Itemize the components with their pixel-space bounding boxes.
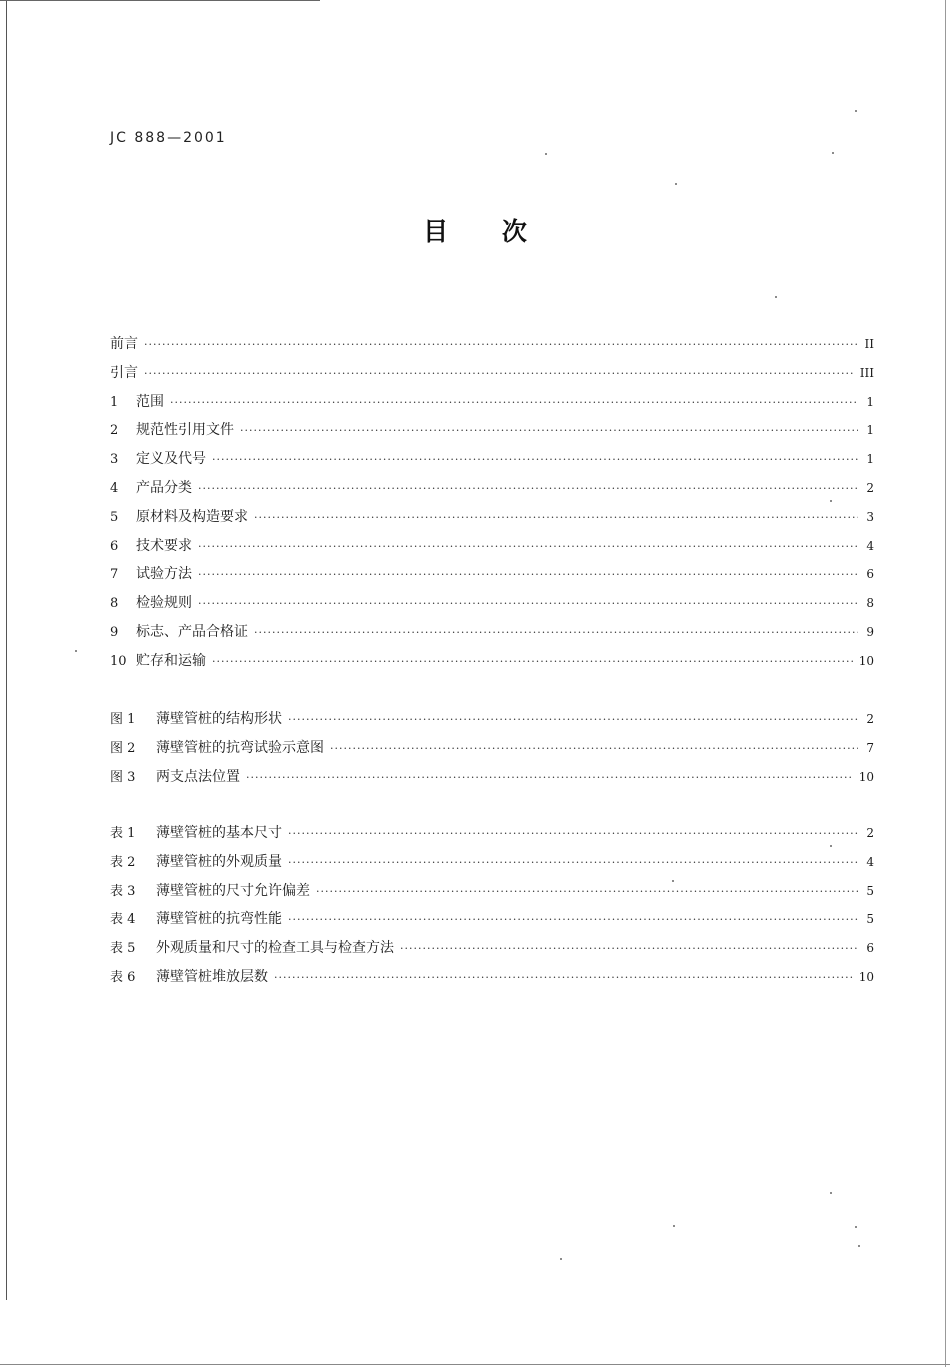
scan-edge-right [945, 0, 946, 1367]
toc-entry-materials[interactable] [110, 506, 874, 535]
toc-entry-number: 5 [110, 509, 119, 525]
toc-entry-introduction[interactable] [110, 362, 874, 391]
scan-speck [675, 183, 677, 185]
toc-entry-label: 薄壁管桩的结构形状 [156, 711, 282, 727]
scan-speck [830, 1192, 832, 1194]
toc-leader-dots [198, 568, 858, 581]
toc-page-number: 6 [866, 941, 874, 956]
toc-page-number: 7 [866, 740, 874, 755]
toc-leader-dots [400, 942, 858, 955]
toc-leader-dots [288, 913, 858, 926]
toc-entry-label: 前言 [110, 336, 138, 352]
toc-entry-label: 检验规则 [136, 595, 192, 612]
toc-entry-foreword[interactable] [110, 333, 874, 362]
toc-entry-label: 引言 [110, 364, 138, 381]
toc-leader-dots [330, 742, 858, 755]
toc-page-number: 1 [866, 394, 874, 409]
toc-page-number: 2 [866, 826, 874, 840]
toc-entry-number: 表 2 [110, 854, 136, 870]
toc-page-number: II [864, 337, 874, 351]
toc-entry-number: 7 [110, 567, 119, 583]
scan-speck [832, 152, 834, 154]
toc-page-number: 6 [866, 567, 874, 582]
toc-figures [110, 708, 874, 794]
toc-entry-number: 3 [110, 452, 119, 468]
toc-page-number: 3 [866, 509, 874, 524]
toc-entry-normative-references[interactable] [110, 419, 874, 448]
toc-page-number: 4 [866, 854, 874, 869]
toc-leader-dots [274, 971, 853, 984]
toc-entry-label: 试验方法 [136, 566, 192, 583]
toc-entry-table-4[interactable] [110, 908, 874, 937]
toc-page-number: 1 [866, 452, 874, 467]
toc-entry-label: 薄壁管桩的基本尺寸 [156, 825, 282, 841]
toc-entry-requirements[interactable] [110, 535, 874, 564]
toc-entry-number: 6 [110, 538, 119, 554]
toc-entry-figure-2[interactable] [110, 737, 874, 766]
toc-entry-label: 薄壁管桩的抗弯试验示意图 [156, 739, 324, 756]
toc-leader-dots [288, 856, 858, 869]
toc-leader-dots [170, 396, 858, 409]
toc-leader-dots [198, 482, 858, 495]
toc-entry-label: 产品分类 [136, 479, 192, 496]
toc-entry-number: 表 5 [110, 941, 136, 957]
toc-page-number: 5 [866, 883, 874, 898]
scan-speck [855, 110, 857, 112]
toc-page-number: 10 [858, 653, 874, 668]
toc-leader-dots [144, 367, 854, 380]
toc-entry-label: 两支点法位置 [156, 768, 240, 785]
toc-entry-label: 薄壁管桩的抗弯性能 [156, 911, 282, 928]
toc-entry-label: 贮存和运输 [136, 652, 206, 669]
toc-tables [110, 822, 874, 995]
toc-entry-test-methods[interactable] [110, 563, 874, 592]
toc-leader-dots [246, 771, 853, 784]
toc-entry-marking-certificate[interactable] [110, 621, 874, 650]
toc-entry-number: 8 [110, 596, 119, 612]
toc-leader-dots [288, 713, 858, 726]
standard-code: JC 888—2001 [110, 130, 227, 146]
toc-entry-number: 图 2 [110, 740, 136, 756]
toc-entry-inspection-rules[interactable] [110, 592, 874, 621]
toc-entry-table-2[interactable] [110, 851, 874, 880]
scan-speck [545, 153, 547, 155]
toc-entry-label: 薄壁管桩的尺寸允许偏差 [156, 882, 310, 899]
toc-entry-label: 规范性引用文件 [136, 422, 234, 439]
toc-page-number: 9 [866, 624, 874, 639]
toc-page-number: 8 [866, 596, 874, 611]
toc-entry-number: 表 4 [110, 912, 136, 928]
toc-entry-number: 表 6 [110, 969, 136, 985]
toc-leader-dots [212, 453, 858, 466]
toc-entry-label: 标志、产品合格证 [136, 623, 248, 640]
toc-entry-label: 薄壁管桩的外观质量 [156, 853, 282, 870]
toc-entry-label: 定义及代号 [136, 451, 206, 468]
toc-page-number: 10 [858, 969, 874, 984]
scan-speck [855, 1226, 857, 1228]
toc-page-number: 4 [866, 538, 874, 553]
toc-entry-label: 薄壁管桩堆放层数 [156, 968, 268, 985]
scan-speck [75, 650, 77, 652]
toc-page-number: 2 [866, 480, 874, 495]
scan-speck [775, 296, 777, 298]
toc-entry-number: 4 [110, 480, 119, 496]
scan-speck [858, 1245, 860, 1247]
scan-edge-left [6, 0, 7, 1300]
toc-entry-number: 表 1 [110, 826, 136, 841]
toc-entry-number: 10 [110, 653, 127, 669]
toc-page-number: III [859, 365, 874, 380]
toc-entry-table-5[interactable] [110, 937, 874, 966]
toc-page-number: 2 [866, 712, 874, 726]
toc-page-number: 1 [866, 423, 874, 438]
toc-entry-number: 图 1 [110, 712, 136, 727]
toc-leader-dots [240, 424, 858, 437]
toc-chapters [110, 333, 874, 679]
toc-page-number: 5 [866, 912, 874, 927]
toc-entry-label: 范围 [136, 393, 164, 410]
toc-entry-figure-1[interactable] [110, 708, 874, 737]
toc-entry-label: 技术要求 [136, 537, 192, 554]
toc-leader-dots [198, 540, 858, 553]
toc-entry-definitions[interactable] [110, 448, 874, 477]
toc-leader-dots [288, 827, 858, 840]
toc-entry-label: 原材料及构造要求 [136, 508, 248, 525]
toc-entry-table-1[interactable] [110, 822, 874, 851]
toc-entry-classification[interactable] [110, 477, 874, 506]
toc-leader-dots [316, 885, 858, 898]
scan-edge-top [0, 0, 320, 1]
toc-entry-table-6[interactable] [110, 966, 874, 995]
toc-entry-scope[interactable] [110, 391, 874, 420]
toc-leader-dots [144, 338, 858, 351]
scan-edge-bottom [0, 1364, 950, 1365]
toc-page-number: 10 [858, 769, 874, 784]
toc-entry-number: 表 3 [110, 883, 136, 899]
toc-entry-label: 外观质量和尺寸的检查工具与检查方法 [156, 940, 394, 957]
toc-entry-number: 9 [110, 624, 119, 640]
toc-leader-dots [198, 597, 858, 610]
toc-leader-dots [254, 511, 858, 524]
toc-entry-number: 图 3 [110, 769, 136, 785]
toc-entry-number: 2 [110, 423, 119, 439]
toc-leader-dots [212, 655, 853, 668]
scan-speck [673, 1225, 675, 1227]
scan-speck [560, 1258, 562, 1260]
toc-entry-figure-3[interactable] [110, 766, 874, 795]
page-title: 目 次 [423, 217, 527, 246]
toc-entry-storage-transport[interactable] [110, 650, 874, 679]
toc-leader-dots [254, 626, 858, 639]
toc-entry-table-3[interactable] [110, 880, 874, 909]
toc-entry-number: 1 [110, 394, 119, 410]
